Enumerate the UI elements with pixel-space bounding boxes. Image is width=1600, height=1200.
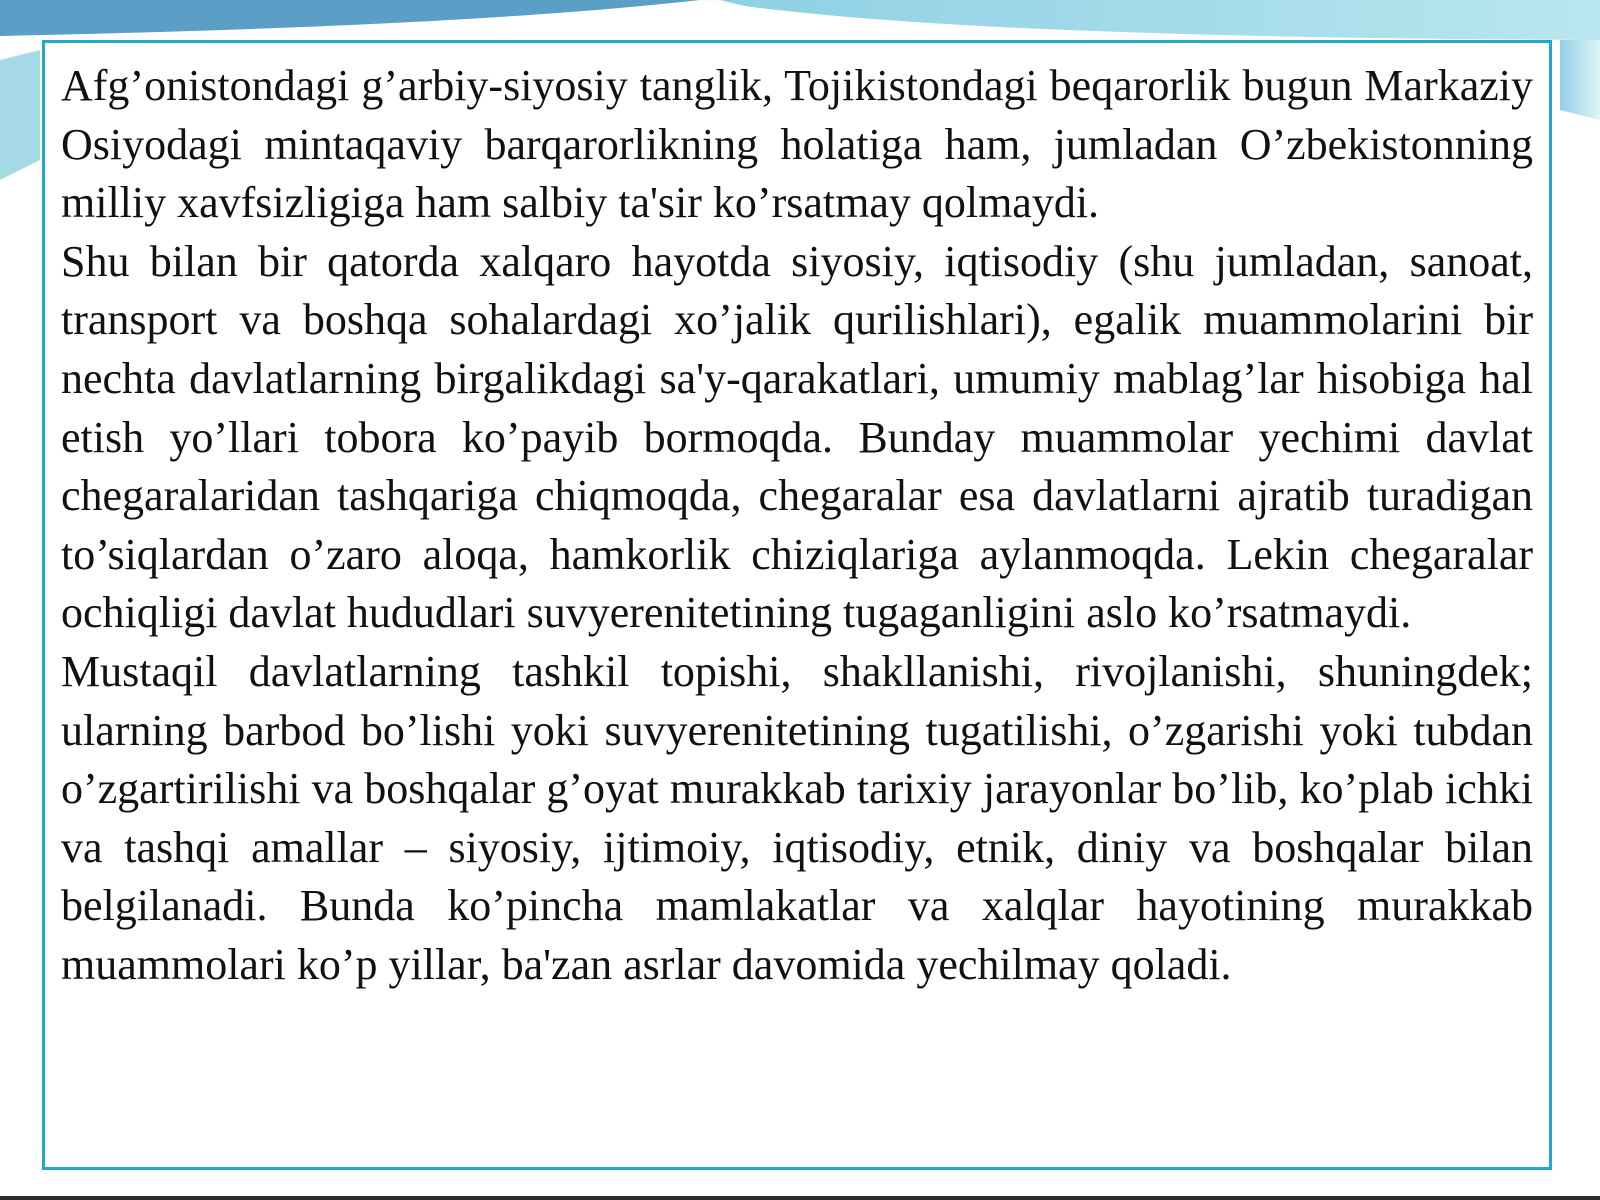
paragraph-2: Shu bilan bir qatorda xalqaro hayotda siyosiy, iqtisodiy (shu jumladan, sanoat, transport va boshqa sohalardagi xo’jalik qurilishlari), egalik muammolarini bir nechta davlatlarning birgalikdagi sa'y-qarakatlari, umumiy mablag’lar hisobiga hal etish yo’llari tobora ko’payib bormoqda. Bunday muammolar yechimi davlat chegaralaridan tashqariga chiqmoqda, chegaralar esa davlatlarni ajratib turadigan to’siqlardan o’zaro aloqa, hamkorlik chiziqlariga aylanmoqda. Lekin chegaralar ochiqligi davlat hududlari suvyerenitetining tugaganligini aslo ko’rsatmaydi. <box>61 236 1533 638</box>
paragraph-3: Mustaqil davlatlarning tashkil topishi, shakllanishi, rivojlanishi, shuningdek; ularning barbod bo’lishi yoki suvyerenitetining tugatilishi, o’zgarishi yoki tubdan o’zgartirilishi va boshqalar g’oyat murakkab tarixiy jarayonlar bo’lib, ko’plab ichki va tashqi amallar – siyosiy, ijtimoiy, iqtisodiy, etnik, diniy va boshqalar bilan belgilanadi. Bunda ko’pincha mamlakatlar va xalqlar hayotining murakkab muammolari ko’p yillar, ba'zan asrlar davomida yechilmay qoladi. <box>61 646 1533 989</box>
content-text-box <box>42 40 1552 1170</box>
body-text <box>61 57 1533 995</box>
bottom-border <box>0 1196 1600 1200</box>
paragraph-1: Afg’onistondagi g’arbiy-siyosiy tanglik, Tojikistondagi beqarorlik bugun Markaziy Osiyodagi mintaqaviy barqarorlikning holatiga ham, jumladan O’zbekistonning milliy xavfsizligiga ham salbiy ta'sir ko’rsatmay qolmaydi. <box>61 61 1533 228</box>
